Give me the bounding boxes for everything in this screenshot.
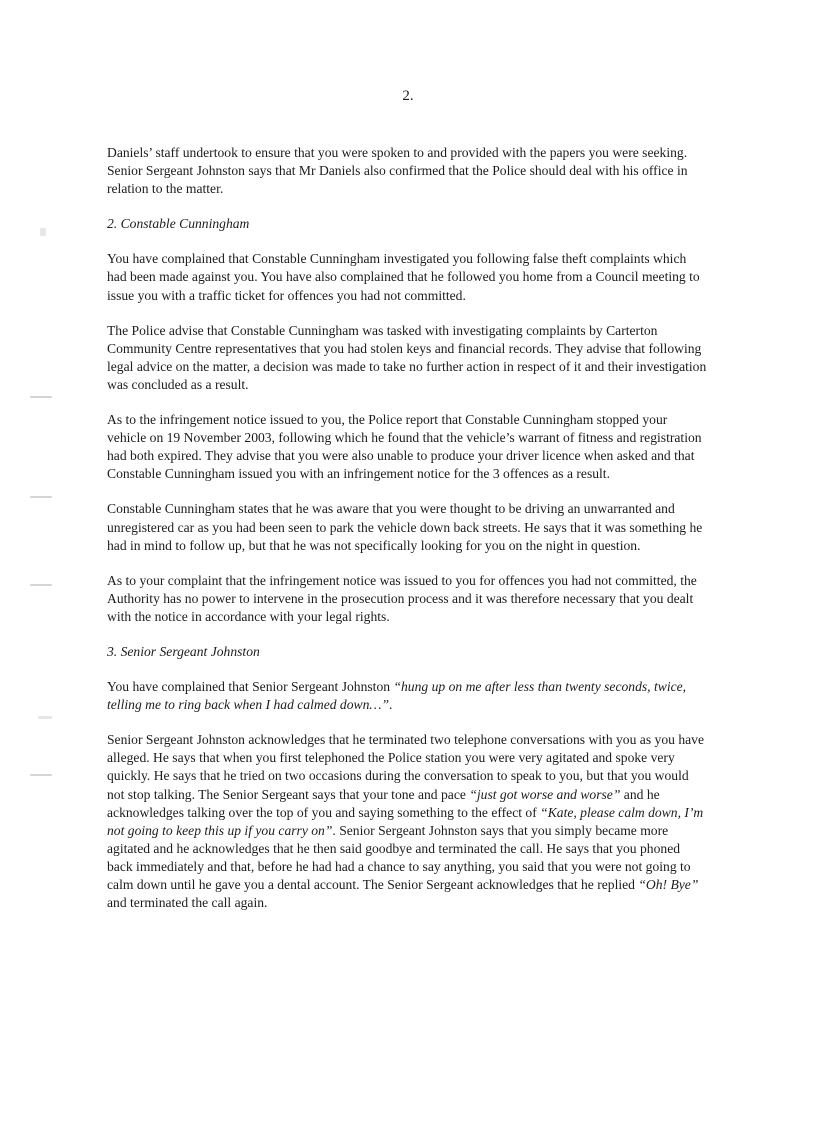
- paragraph: Constable Cunningham states that he was aware that you were thought to be driving an unwarranted and unregistered car as you had been seen to park the vehicle down back streets. He says that it was something he had in mind to follow up, but that he was not specifically looking for you on the night in question.: [107, 501, 703, 553]
- paragraph: The Police advise that Constable Cunningham was tasked with investigating complaints by Carterton Community Centre representatives that you had stolen keys and financial records. They advise that following legal advice on the matter, a decision was made to take no further action in respect of it and their investigation was concluded as a result.: [107, 322, 707, 392]
- quotation: “Kate, please calm down, I’m not going to keep this up if you carry on”: [107, 804, 704, 838]
- section-heading: 3. Senior Sergeant Johnston: [107, 643, 260, 659]
- paragraph: Daniels’ staff undertook to ensure that you were spoken to and provided with the papers you were seeking. Senior Sergeant Johnston says that Mr Daniels also confirmed that the Police should deal with his office in relation to the matter.: [107, 145, 688, 197]
- document-body: [107, 144, 707, 929]
- page-number: 2.: [402, 88, 414, 104]
- scan-mark: [40, 228, 46, 236]
- quotation: “just got worse and worse”: [469, 786, 621, 802]
- scan-mark: [30, 774, 52, 776]
- paragraph: [107, 731, 707, 912]
- text-run: You have complained that Senior Sergeant Johnston: [107, 679, 394, 695]
- text-run: .: [389, 697, 393, 713]
- paragraph: You have complained that Constable Cunningham investigated you following false theft complaints which had been made against you. You have also complained that he followed you home from a Council meeting to issue you with a traffic ticket for offences you had not committed.: [107, 251, 700, 303]
- quotation: “hung up on me after less than twenty seconds, twice, telling me to ring back when I had calmed down…”: [107, 679, 687, 713]
- scan-mark: [30, 396, 52, 398]
- text-run: and terminated the call again.: [107, 895, 268, 911]
- text-run: Senior Sergeant Johnston acknowledges that he terminated two telephone conversations with you as you have alleged. He says that when you first telephoned the Police station you were very agitated and spoke very quickly. He says that he tried on two occasions during the conversation to speak to you, but that you would not stop talking. The Senior Sergeant says that your tone and pace: [107, 732, 704, 802]
- scan-mark: [30, 496, 52, 498]
- paragraph: [107, 678, 707, 714]
- text-run: . Senior Sergeant Johnston says that you simply became more agitated and he acknowledges that he then said goodbye and terminated the call. He says that you phoned back immediately and that, before he had had a chance to say anything, you said that you were not going to calm down until he gave you a dental account. The Senior Sergeant acknowledges that he replied: [107, 822, 691, 892]
- scan-mark: [30, 584, 52, 586]
- paragraph: As to your complaint that the infringement notice was issued to you for offences you had not committed, the Authority has no power to intervene in the prosecution process and it was therefore necessary that you dealt with the notice in accordance with your legal rights.: [107, 572, 697, 624]
- paragraph: As to the infringement notice issued to you, the Police report that Constable Cunningham stopped your vehicle on 19 November 2003, following which he found that the vehicle’s warrant of fitness and registration had both expired. They advise that you were also unable to produce your driver licence when asked and that Constable Cunningham issued you with an infringement notice for the 3 offences as a result.: [107, 412, 702, 482]
- text-run: and he acknowledges talking over the top of you and saying something to the effect of: [107, 786, 660, 820]
- section-heading: 2. Constable Cunningham: [107, 216, 250, 232]
- scan-mark: [38, 716, 52, 719]
- quotation: “Oh! Bye”: [638, 877, 699, 892]
